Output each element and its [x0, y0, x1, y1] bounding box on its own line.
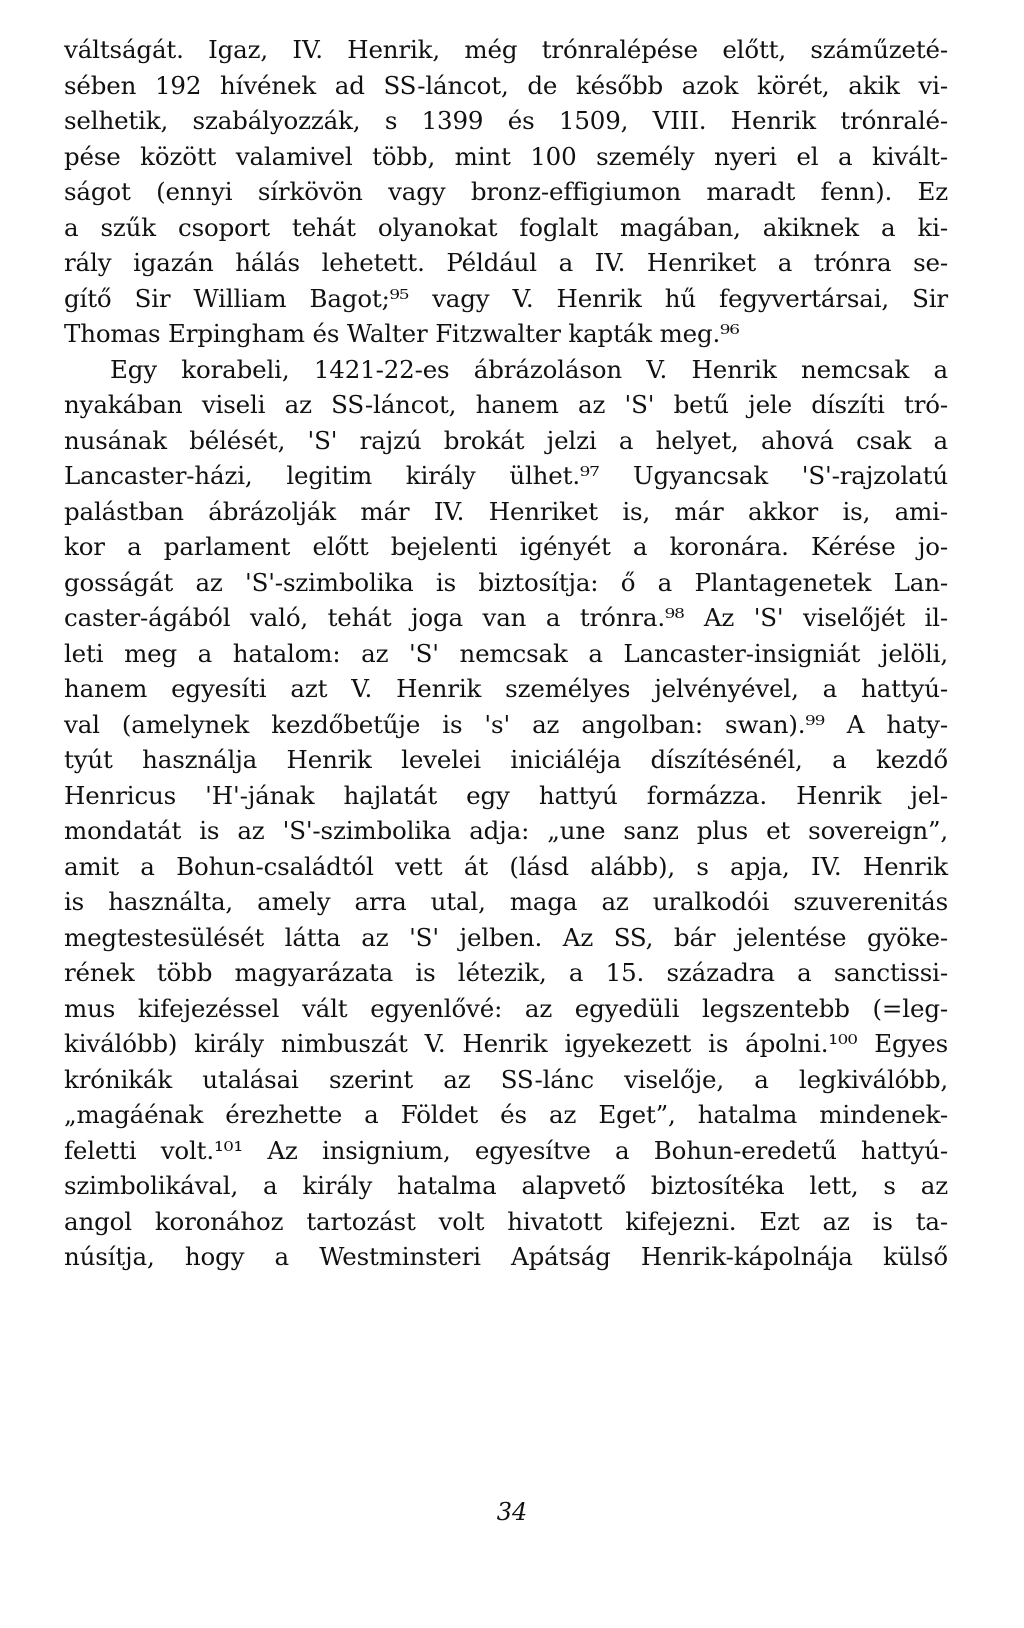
text-line: Egy korabeli, 1421-22-es ábrázoláson V. Henrik nemcsak a — [110, 354, 948, 384]
text-line: a szűk csoport tehát olyanokat foglalt magában, akiknek a ki- — [64, 212, 948, 242]
text-line: megtestesülését látta az 'S' jelben. Az SS, bár jelentése gyöke- — [64, 922, 948, 952]
text-line: Henricus 'H'-jának hajlatát egy hattyú formázza. Henrik jel- — [64, 780, 948, 810]
text-line: amit a Bohun-családtól vett át (lásd alább), s apja, IV. Henrik — [64, 851, 948, 881]
text-line: rály igazán hálás lehetett. Például a IV. Henriket a trónra se- — [64, 248, 948, 277]
text-line: gítő Sir William Bagot;⁹⁵ vagy V. Henrik hű fegyvertársai, Sir — [64, 283, 948, 313]
page-number: 34 — [496, 1498, 528, 1526]
text-line: leti meg a hatalom: az 'S' nemcsak a Lancaster-insigniát jelöli, — [64, 638, 948, 668]
text-line: hanem egyesíti azt V. Henrik személyes jelvényével, a hattyú- — [64, 674, 948, 703]
text-line: caster-ágából való, tehát joga van a trónra.⁹⁸ Az 'S' viselőjét il- — [64, 603, 948, 632]
text-line: tyút használja Henrik levelei iniciáléja díszítésénél, a kezdő — [64, 745, 948, 774]
text-line: kor a parlament előtt bejelenti igényét a koronára. Kérése jo- — [64, 532, 948, 561]
text-line: nusának bélését, 'S' rajzú brokát jelzi a helyet, ahová csak a — [64, 425, 948, 455]
text-line: krónikák utalásai szerint az SS-lánc viselője, a legkiválóbb, — [64, 1064, 948, 1094]
text-line: mondatát is az 'S'-szimbolika adja: „une sanz plus et sovereign”, — [64, 816, 948, 845]
text-line: „magáénak érezhette a Földet és az Eget”, hatalma mindenek- — [64, 1100, 948, 1129]
text-line: nyakában viseli az SS-láncot, hanem az 'S' betű jele díszíti tró- — [64, 390, 948, 419]
text-line: ságot (ennyi sírkövön vagy bronz-effigiumon maradt fenn). Ez — [64, 177, 948, 206]
text-line: is használta, amely arra utal, maga az uralkodói szuverenitás — [64, 887, 948, 916]
text-line: kiválóbb) király nimbuszát V. Henrik igyekezett is ápolni.¹⁰⁰ Egyes — [64, 1029, 948, 1058]
text-line: feletti volt.¹⁰¹ Az insignium, egyesítve a Bohun-eredetű hattyú- — [64, 1135, 948, 1165]
text-line: Thomas Erpingham és Walter Fitzwalter kapták meg.⁹⁶ — [64, 319, 740, 348]
text-line: váltságát. Igaz, IV. Henrik, még trónralépése előtt, száműzeté- — [64, 35, 948, 64]
text-line: szimbolikával, a király hatalma alapvető biztosítéka lett, s az — [64, 1171, 948, 1200]
text-line: selhetik, szabályozzák, s 1399 és 1509, VIII. Henrik trónralé- — [64, 106, 948, 135]
text-line: pése között valamivel több, mint 100 személy nyeri el a kivált- — [64, 141, 948, 171]
text-line: Lancaster-házi, legitim király ülhet.⁹⁷ Ugyancsak 'S'-rajzolatú — [64, 461, 948, 490]
text-line: angol koronához tartozást volt hivatott kifejezni. Ezt az is ta- — [64, 1206, 948, 1236]
text-line: núsítja, hogy a Westminsteri Apátság Henrik-kápolnája külső — [64, 1242, 948, 1271]
text-line: rének több magyarázata is létezik, a 15. századra a sanctissi- — [64, 958, 948, 987]
body-text — [64, 32, 948, 1275]
text-line: palástban ábrázolják már IV. Henriket is, már akkor is, ami- — [64, 496, 948, 526]
text-line: gosságát az 'S'-szimbolika is biztosítja: ő a Plantagenetek Lan- — [64, 567, 948, 597]
text-line: sében 192 hívének ad SS-láncot, de később azok körét, akik vi- — [64, 70, 948, 100]
text-line: val (amelynek kezdőbetűje is 's' az angolban: swan).⁹⁹ A haty- — [64, 709, 948, 739]
text-line: mus kifejezéssel vált egyenlővé: az egyedüli legszentebb (=leg- — [64, 993, 948, 1023]
